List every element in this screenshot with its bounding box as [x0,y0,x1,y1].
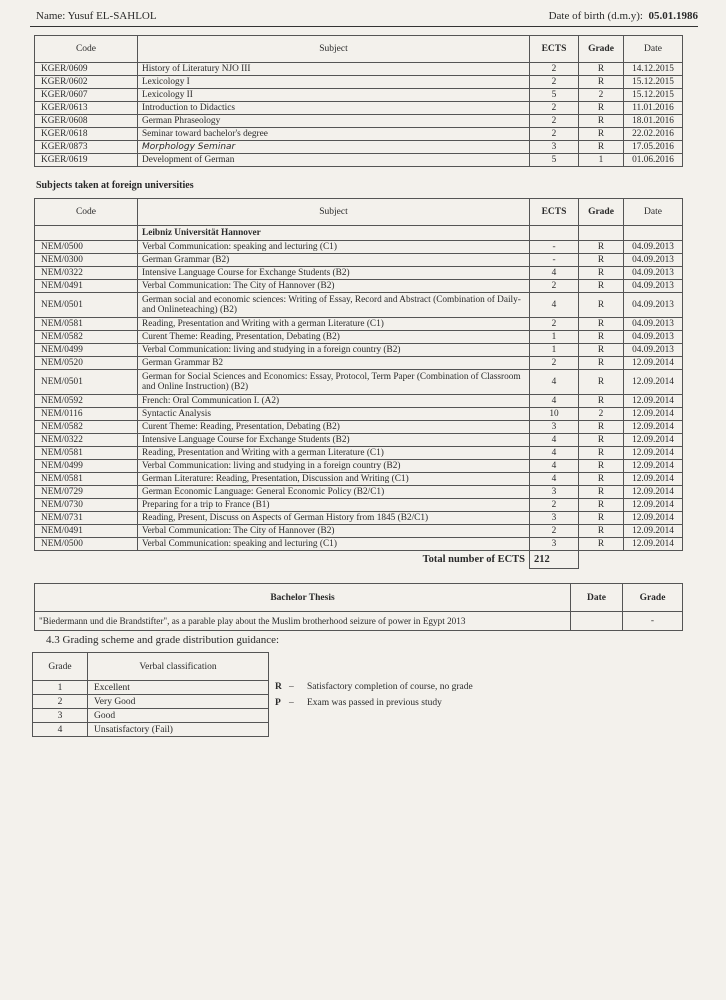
course-subject: Verbal Communication: speaking and lecturing (C1) [138,241,530,254]
legend-text: Exam was passed in previous study [307,698,442,708]
course-grade: R [579,331,624,344]
course-subject: Verbal Communication: speaking and lecturing (C1) [138,538,530,551]
course-subject: Verbal Communication: living and studying in a foreign country (B2) [138,460,530,473]
grading-row [33,695,269,709]
table-row [35,499,683,512]
table-row [35,331,683,344]
empty-cell [35,226,138,241]
course-subject: Development of German [138,154,530,167]
course-ects: 4 [530,460,579,473]
course-ects: 3 [530,486,579,499]
course-grade: 2 [579,408,624,421]
grading-scheme-table [32,652,269,737]
course-grade: R [579,395,624,408]
course-ects: 2 [530,357,579,370]
grade-verbal: Very Good [88,695,269,709]
grade-value: 2 [33,695,88,709]
course-ects: 2 [530,499,579,512]
course-subject: French: Oral Communication I. (A2) [138,395,530,408]
course-date: 15.12.2015 [624,76,683,89]
course-subject: Curent Theme: Reading, Presentation, Debating (B2) [138,331,530,344]
course-subject: Lexicology II [138,89,530,102]
course-grade: R [579,512,624,525]
course-code: NEM/0581 [35,447,138,460]
col-ects: ECTS [530,36,579,63]
course-grade: R [579,460,624,473]
grade-verbal: Good [88,709,269,723]
thesis-row [35,612,683,631]
student-name [36,10,157,22]
course-subject: Reading, Presentation and Writing with a german Literature (C1) [138,447,530,460]
legend-dash: – [289,698,294,708]
course-date: 12.09.2014 [624,434,683,447]
course-ects: 1 [530,331,579,344]
course-code: NEM/0582 [35,421,138,434]
legend-key: P [275,698,281,708]
course-date: 04.09.2013 [624,331,683,344]
table-row [35,486,683,499]
course-subject: Intensive Language Course for Exchange Students (B2) [138,267,530,280]
course-ects: 4 [530,395,579,408]
course-subject: Syntactic Analysis [138,408,530,421]
table-row [35,267,683,280]
course-code: KGER/0607 [35,89,138,102]
table-row [35,357,683,370]
table-row [35,525,683,538]
course-ects: 2 [530,525,579,538]
grade-value: 3 [33,709,88,723]
table-row [35,538,683,551]
col-grade: Grade [579,199,624,226]
course-subject: German Phraseology [138,115,530,128]
grading-scheme-title: 4.3 Grading scheme and grade distribution guidance: [46,634,280,646]
course-grade: R [579,115,624,128]
course-code: NEM/0500 [35,538,138,551]
course-code: NEM/0731 [35,512,138,525]
table-header-row [35,199,683,226]
course-ects: 4 [530,447,579,460]
course-grade: R [579,486,624,499]
course-grade: R [579,421,624,434]
course-date: 04.09.2013 [624,318,683,331]
course-grade: R [579,63,624,76]
table-row [35,102,683,115]
dob-value: 05.01.1986 [648,10,698,22]
name-label: Name: [36,10,66,22]
empty-cell [579,226,624,241]
thesis-title: "Biedermann und die Brandstifter", as a parable play about the Muslim brotherhood seizure of power in Egypt 2013 [35,612,571,631]
table-row [35,89,683,102]
table-row [35,473,683,486]
course-date: 12.09.2014 [624,525,683,538]
course-subject: German Grammar (B2) [138,254,530,267]
course-grade: R [579,434,624,447]
course-date: 04.09.2013 [624,293,683,318]
course-date: 12.09.2014 [624,499,683,512]
course-ects: 4 [530,473,579,486]
table-row [35,115,683,128]
table-row [35,154,683,167]
grading-row [33,681,269,695]
course-date: 12.09.2014 [624,460,683,473]
course-ects: 4 [530,293,579,318]
course-grade: R [579,344,624,357]
course-grade: R [579,267,624,280]
course-code: KGER/0873 [35,141,138,154]
col-subject: Subject [138,199,530,226]
course-date: 12.09.2014 [624,421,683,434]
table-row [35,141,683,154]
course-subject: Verbal Communication: living and studying in a foreign country (B2) [138,344,530,357]
course-code: NEM/0729 [35,486,138,499]
course-code: NEM/0501 [35,293,138,318]
course-subject: Lexicology I [138,76,530,89]
course-code: KGER/0609 [35,63,138,76]
course-date: 22.02.2016 [624,128,683,141]
table-row [35,395,683,408]
course-ects: 4 [530,267,579,280]
course-date: 12.09.2014 [624,395,683,408]
col-grade: Grade [579,36,624,63]
course-ects: 5 [530,89,579,102]
course-subject: Verbal Communication: The City of Hannover (B2) [138,525,530,538]
course-subject: German Grammar B2 [138,357,530,370]
course-code: NEM/0491 [35,525,138,538]
course-date: 01.06.2016 [624,154,683,167]
course-ects: - [530,241,579,254]
header-rule [30,26,698,27]
course-date: 18.01.2016 [624,115,683,128]
table-row [35,447,683,460]
course-date: 04.09.2013 [624,344,683,357]
course-code: NEM/0592 [35,395,138,408]
course-grade: R [579,370,624,395]
empty-cell [530,226,579,241]
course-ects: 2 [530,63,579,76]
empty-cell [624,226,683,241]
course-date: 12.09.2014 [624,447,683,460]
course-date: 04.09.2013 [624,254,683,267]
course-date: 14.12.2015 [624,63,683,76]
course-date: 12.09.2014 [624,512,683,525]
table-row [35,512,683,525]
course-ects: 2 [530,318,579,331]
table-row [35,76,683,89]
course-subject: Verbal Communication: The City of Hannover (B2) [138,280,530,293]
course-grade: R [579,447,624,460]
course-code: NEM/0300 [35,254,138,267]
course-grade: R [579,254,624,267]
table-row [35,434,683,447]
course-ects: 2 [530,76,579,89]
thesis-grade: - [623,612,683,631]
course-ects: 5 [530,154,579,167]
course-grade: 2 [579,89,624,102]
course-date: 12.09.2014 [624,408,683,421]
course-ects: 3 [530,421,579,434]
col-grade: Grade [33,653,88,681]
col-code: Code [35,36,138,63]
course-subject: Curent Theme: Reading, Presentation, Debating (B2) [138,421,530,434]
course-ects: 4 [530,434,579,447]
course-date: 12.09.2014 [624,357,683,370]
course-subject: Seminar toward bachelor's degree [138,128,530,141]
legend-text: Satisfactory completion of course, no grade [307,682,473,692]
course-date: 12.09.2014 [624,370,683,395]
course-date: 04.09.2013 [624,267,683,280]
table-row [35,318,683,331]
col-date: Date [624,199,683,226]
table-row [35,460,683,473]
student-header [36,10,698,26]
course-subject: History of Literatury NJO III [138,63,530,76]
grade-value: 1 [33,681,88,695]
course-code: NEM/0499 [35,344,138,357]
total-row [35,551,683,569]
course-date: 12.09.2014 [624,473,683,486]
course-grade: R [579,538,624,551]
course-code: KGER/0613 [35,102,138,115]
course-code: KGER/0608 [35,115,138,128]
grade-verbal: Excellent [88,681,269,695]
course-ects: 10 [530,408,579,421]
course-code: NEM/0581 [35,473,138,486]
course-code: NEM/0730 [35,499,138,512]
table-row [35,293,683,318]
table-row [35,280,683,293]
course-date: 15.12.2015 [624,89,683,102]
col-ects: ECTS [530,199,579,226]
course-grade: R [579,525,624,538]
legend-p [275,698,442,708]
col-verbal: Verbal classification [88,653,269,681]
course-subject: German social and economic sciences: Writing of Essay, Record and Abstract (Combination of Daily- and Onlineteaching) (B2) [138,293,530,318]
legend-key: R [275,682,282,692]
table-row [35,344,683,357]
legend-dash: – [289,682,294,692]
course-ects: 2 [530,128,579,141]
course-code: NEM/0581 [35,318,138,331]
course-ects: 1 [530,344,579,357]
course-date: 04.09.2013 [624,280,683,293]
date-of-birth [549,10,698,22]
course-code: NEM/0116 [35,408,138,421]
total-ects-value: 212 [530,551,579,569]
course-grade: R [579,499,624,512]
course-subject: Reading, Present, Discuss on Aspects of German History from 1845 (B2/C1) [138,512,530,525]
home-courses-table [34,35,683,167]
grade-verbal: Unsatisfactory (Fail) [88,723,269,737]
grading-row [33,723,269,737]
table-row [35,421,683,434]
course-grade: 1 [579,154,624,167]
name-value: Yusuf EL-SAHLOL [67,10,157,22]
table-row [35,254,683,267]
course-ects: - [530,254,579,267]
thesis-header-grade: Grade [623,584,683,612]
course-grade: R [579,102,624,115]
course-date: 11.01.2016 [624,102,683,115]
course-code: KGER/0619 [35,154,138,167]
course-date: 12.09.2014 [624,538,683,551]
university-row [35,226,683,241]
col-date: Date [624,36,683,63]
course-subject: Preparing for a trip to France (B1) [138,499,530,512]
course-grade: R [579,280,624,293]
course-grade: R [579,293,624,318]
table-row [35,128,683,141]
table-row [35,370,683,395]
total-ects-label: Total number of ECTS [35,551,530,569]
foreign-courses-table [34,198,683,569]
course-code: KGER/0602 [35,76,138,89]
course-ects: 2 [530,102,579,115]
course-subject: German Economic Language: General Economic Policy (B2/C1) [138,486,530,499]
course-code: NEM/0582 [35,331,138,344]
university-name: Leibniz Universität Hannover [138,226,530,241]
course-date: 12.09.2014 [624,486,683,499]
thesis-date [571,612,623,631]
thesis-header-date: Date [571,584,623,612]
course-grade: R [579,141,624,154]
course-grade: R [579,241,624,254]
table-row [35,241,683,254]
course-code: NEM/0499 [35,460,138,473]
course-subject: Morphology Seminar [138,141,530,154]
course-subject: Intensive Language Course for Exchange Students (B2) [138,434,530,447]
foreign-section-title: Subjects taken at foreign universities [36,180,194,191]
course-code: NEM/0491 [35,280,138,293]
course-grade: R [579,318,624,331]
course-grade: R [579,76,624,89]
col-subject: Subject [138,36,530,63]
course-code: NEM/0322 [35,434,138,447]
table-row [35,408,683,421]
course-code: KGER/0618 [35,128,138,141]
course-date: 04.09.2013 [624,241,683,254]
empty-cell [579,551,683,569]
course-grade: R [579,473,624,486]
grading-header-row [33,653,269,681]
course-ects: 2 [530,115,579,128]
course-code: NEM/0322 [35,267,138,280]
table-header-row [35,36,683,63]
course-code: NEM/0501 [35,370,138,395]
course-grade: R [579,128,624,141]
course-ects: 4 [530,370,579,395]
course-subject: Introduction to Didactics [138,102,530,115]
course-grade: R [579,357,624,370]
course-ects: 2 [530,280,579,293]
course-code: NEM/0500 [35,241,138,254]
course-ects: 3 [530,538,579,551]
course-subject: German for Social Sciences and Economics: Essay, Protocol, Term Paper (Combination of Classroom and Online Instruction) (B2) [138,370,530,395]
course-date: 17.05.2016 [624,141,683,154]
col-code: Code [35,199,138,226]
course-subject: German Literature: Reading, Presentation, Discussion and Writing (C1) [138,473,530,486]
table-row [35,63,683,76]
course-ects: 3 [530,141,579,154]
grade-value: 4 [33,723,88,737]
dob-label: Date of birth (d.m.y): [548,10,643,22]
grading-row [33,709,269,723]
course-subject: Reading, Presentation and Writing with a german Literature (C1) [138,318,530,331]
legend-r [275,682,473,692]
course-ects: 3 [530,512,579,525]
course-code: NEM/0520 [35,357,138,370]
bachelor-thesis-table [34,583,683,631]
thesis-header-title: Bachelor Thesis [35,584,571,612]
thesis-header-row [35,584,683,612]
